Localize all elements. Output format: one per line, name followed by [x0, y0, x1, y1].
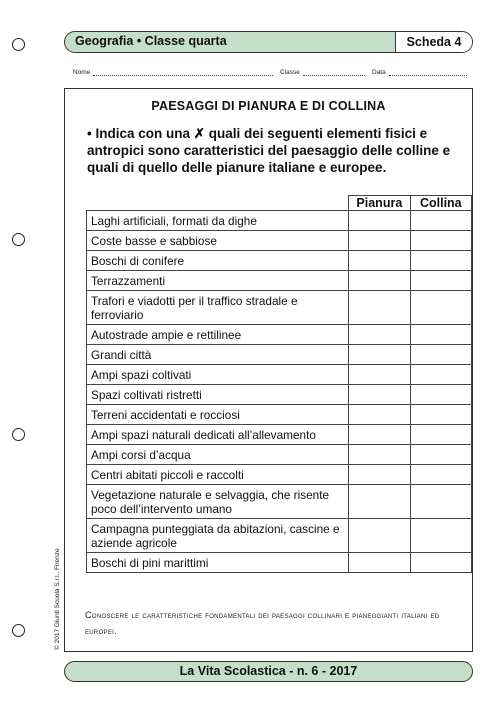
row-label: Centri abitati piccoli e raccolti: [87, 465, 349, 485]
checkbox-cell-pianura[interactable]: [349, 385, 411, 405]
checkbox-cell-collina[interactable]: [410, 271, 471, 291]
checkbox-cell-pianura[interactable]: [349, 345, 411, 365]
table-row: [87, 385, 472, 405]
row-label: Terrazzamenti: [87, 271, 349, 291]
row-label: Ampi spazi coltivati: [87, 365, 349, 385]
table-row: [87, 365, 472, 385]
instruction-text: • Indica con una ✗ quali dei seguenti elementi fisici e antropici sono caratteristici del paesaggio delle colline e quali di quello delle pianure italiane e europee.: [87, 126, 451, 175]
row-label: Grandi città: [87, 345, 349, 365]
checkbox-cell-collina[interactable]: [410, 211, 471, 231]
row-label: Ampi spazi naturali dedicati all’allevamento: [87, 425, 349, 445]
binder-hole-top: [12, 38, 25, 51]
worksheet-card: [64, 88, 473, 652]
binder-hole-bottom: [12, 624, 25, 637]
checkbox-cell-pianura[interactable]: [349, 271, 411, 291]
checkbox-cell-collina[interactable]: [410, 405, 471, 425]
row-label: Campagna punteggiata da abitazioni, cascine e aziende agricole: [87, 519, 349, 553]
row-label: Trafori e viadotti per il traffico stradale e ferroviario: [87, 291, 349, 325]
checkbox-cell-pianura[interactable]: [349, 291, 411, 325]
learning-goal: Conoscere le caratteristiche fondamentali dei paesaggi collinari e pianeggianti italiani ed europei.: [85, 610, 440, 636]
data-field[interactable]: [372, 68, 467, 76]
table-row: [87, 425, 472, 445]
checkbox-cell-collina[interactable]: [410, 445, 471, 465]
row-label: Spazi coltivati ristretti: [87, 385, 349, 405]
table-row: [87, 445, 472, 465]
checkbox-cell-pianura[interactable]: [349, 211, 411, 231]
nome-line[interactable]: [93, 68, 273, 76]
checkbox-cell-collina[interactable]: [410, 385, 471, 405]
row-label: Vegetazione naturale e selvaggia, che risente poco dell’intervento umano: [87, 485, 349, 519]
scheda-label: Scheda 4: [395, 32, 472, 52]
classe-label: Classe: [280, 69, 300, 76]
row-label: Coste basse e sabbiose: [87, 231, 349, 251]
row-label: Boschi di pini marittimi: [87, 553, 349, 573]
table-row: [87, 291, 472, 325]
checkbox-cell-pianura[interactable]: [349, 251, 411, 271]
row-label: Autostrade ampie e rettilinee: [87, 325, 349, 345]
checkbox-cell-collina[interactable]: [410, 251, 471, 271]
column-header-pianura: Pianura: [349, 196, 411, 211]
table-row: [87, 231, 472, 251]
checkbox-cell-collina[interactable]: [410, 485, 471, 519]
checkbox-cell-collina[interactable]: [410, 425, 471, 445]
table-row: [87, 485, 472, 519]
checkbox-cell-pianura[interactable]: [349, 445, 411, 465]
checkbox-cell-collina[interactable]: [410, 365, 471, 385]
binder-hole-lower: [12, 428, 25, 441]
footer-bar: La Vita Scolastica - n. 6 - 2017: [64, 661, 473, 682]
row-label: Ampi corsi d’acqua: [87, 445, 349, 465]
checkbox-cell-pianura[interactable]: [349, 325, 411, 345]
classe-field[interactable]: [280, 68, 365, 76]
checkbox-cell-pianura[interactable]: [349, 519, 411, 553]
subject-label: Geografia • Classe quarta: [75, 34, 227, 48]
classe-line[interactable]: [303, 68, 365, 76]
column-header-collina: Collina: [410, 196, 471, 211]
data-label: Data: [372, 69, 386, 76]
checkbox-cell-pianura[interactable]: [349, 465, 411, 485]
table-row: [87, 271, 472, 291]
worksheet-title: PAESAGGI DI PIANURA E DI COLLINA: [151, 99, 386, 113]
checkbox-cell-collina[interactable]: [410, 291, 471, 325]
checkbox-cell-collina[interactable]: [410, 465, 471, 485]
table-row: [87, 519, 472, 553]
table-row: [87, 325, 472, 345]
checkbox-cell-collina[interactable]: [410, 345, 471, 365]
copyright-text: © 2017 Giunti Scuola S.r.l., Firenze: [54, 548, 61, 650]
checkbox-cell-pianura[interactable]: [349, 231, 411, 251]
table-row: [87, 553, 472, 573]
table-row: [87, 465, 472, 485]
checkbox-cell-pianura[interactable]: [349, 365, 411, 385]
checkbox-cell-collina[interactable]: [410, 519, 471, 553]
checkbox-cell-collina[interactable]: [410, 553, 471, 573]
binder-hole-upper: [12, 233, 25, 246]
classification-table: [86, 195, 472, 573]
row-label: Terreni accidentati e rocciosi: [87, 405, 349, 425]
row-label: Boschi di conifere: [87, 251, 349, 271]
table-row: [87, 345, 472, 365]
checkbox-cell-pianura[interactable]: [349, 553, 411, 573]
checkbox-cell-collina[interactable]: [410, 231, 471, 251]
table-row: [87, 405, 472, 425]
data-line[interactable]: [389, 68, 467, 76]
row-label: Laghi artificiali, formati da dighe: [87, 211, 349, 231]
header-bar: [64, 31, 473, 53]
checkbox-cell-collina[interactable]: [410, 325, 471, 345]
table-corner: [87, 196, 349, 211]
table-row: [87, 251, 472, 271]
checkbox-cell-pianura[interactable]: [349, 405, 411, 425]
nome-label: Nome: [73, 69, 91, 76]
nome-field[interactable]: [73, 68, 273, 76]
checkbox-cell-pianura[interactable]: [349, 485, 411, 519]
table-row: [87, 211, 472, 231]
checkbox-cell-pianura[interactable]: [349, 425, 411, 445]
